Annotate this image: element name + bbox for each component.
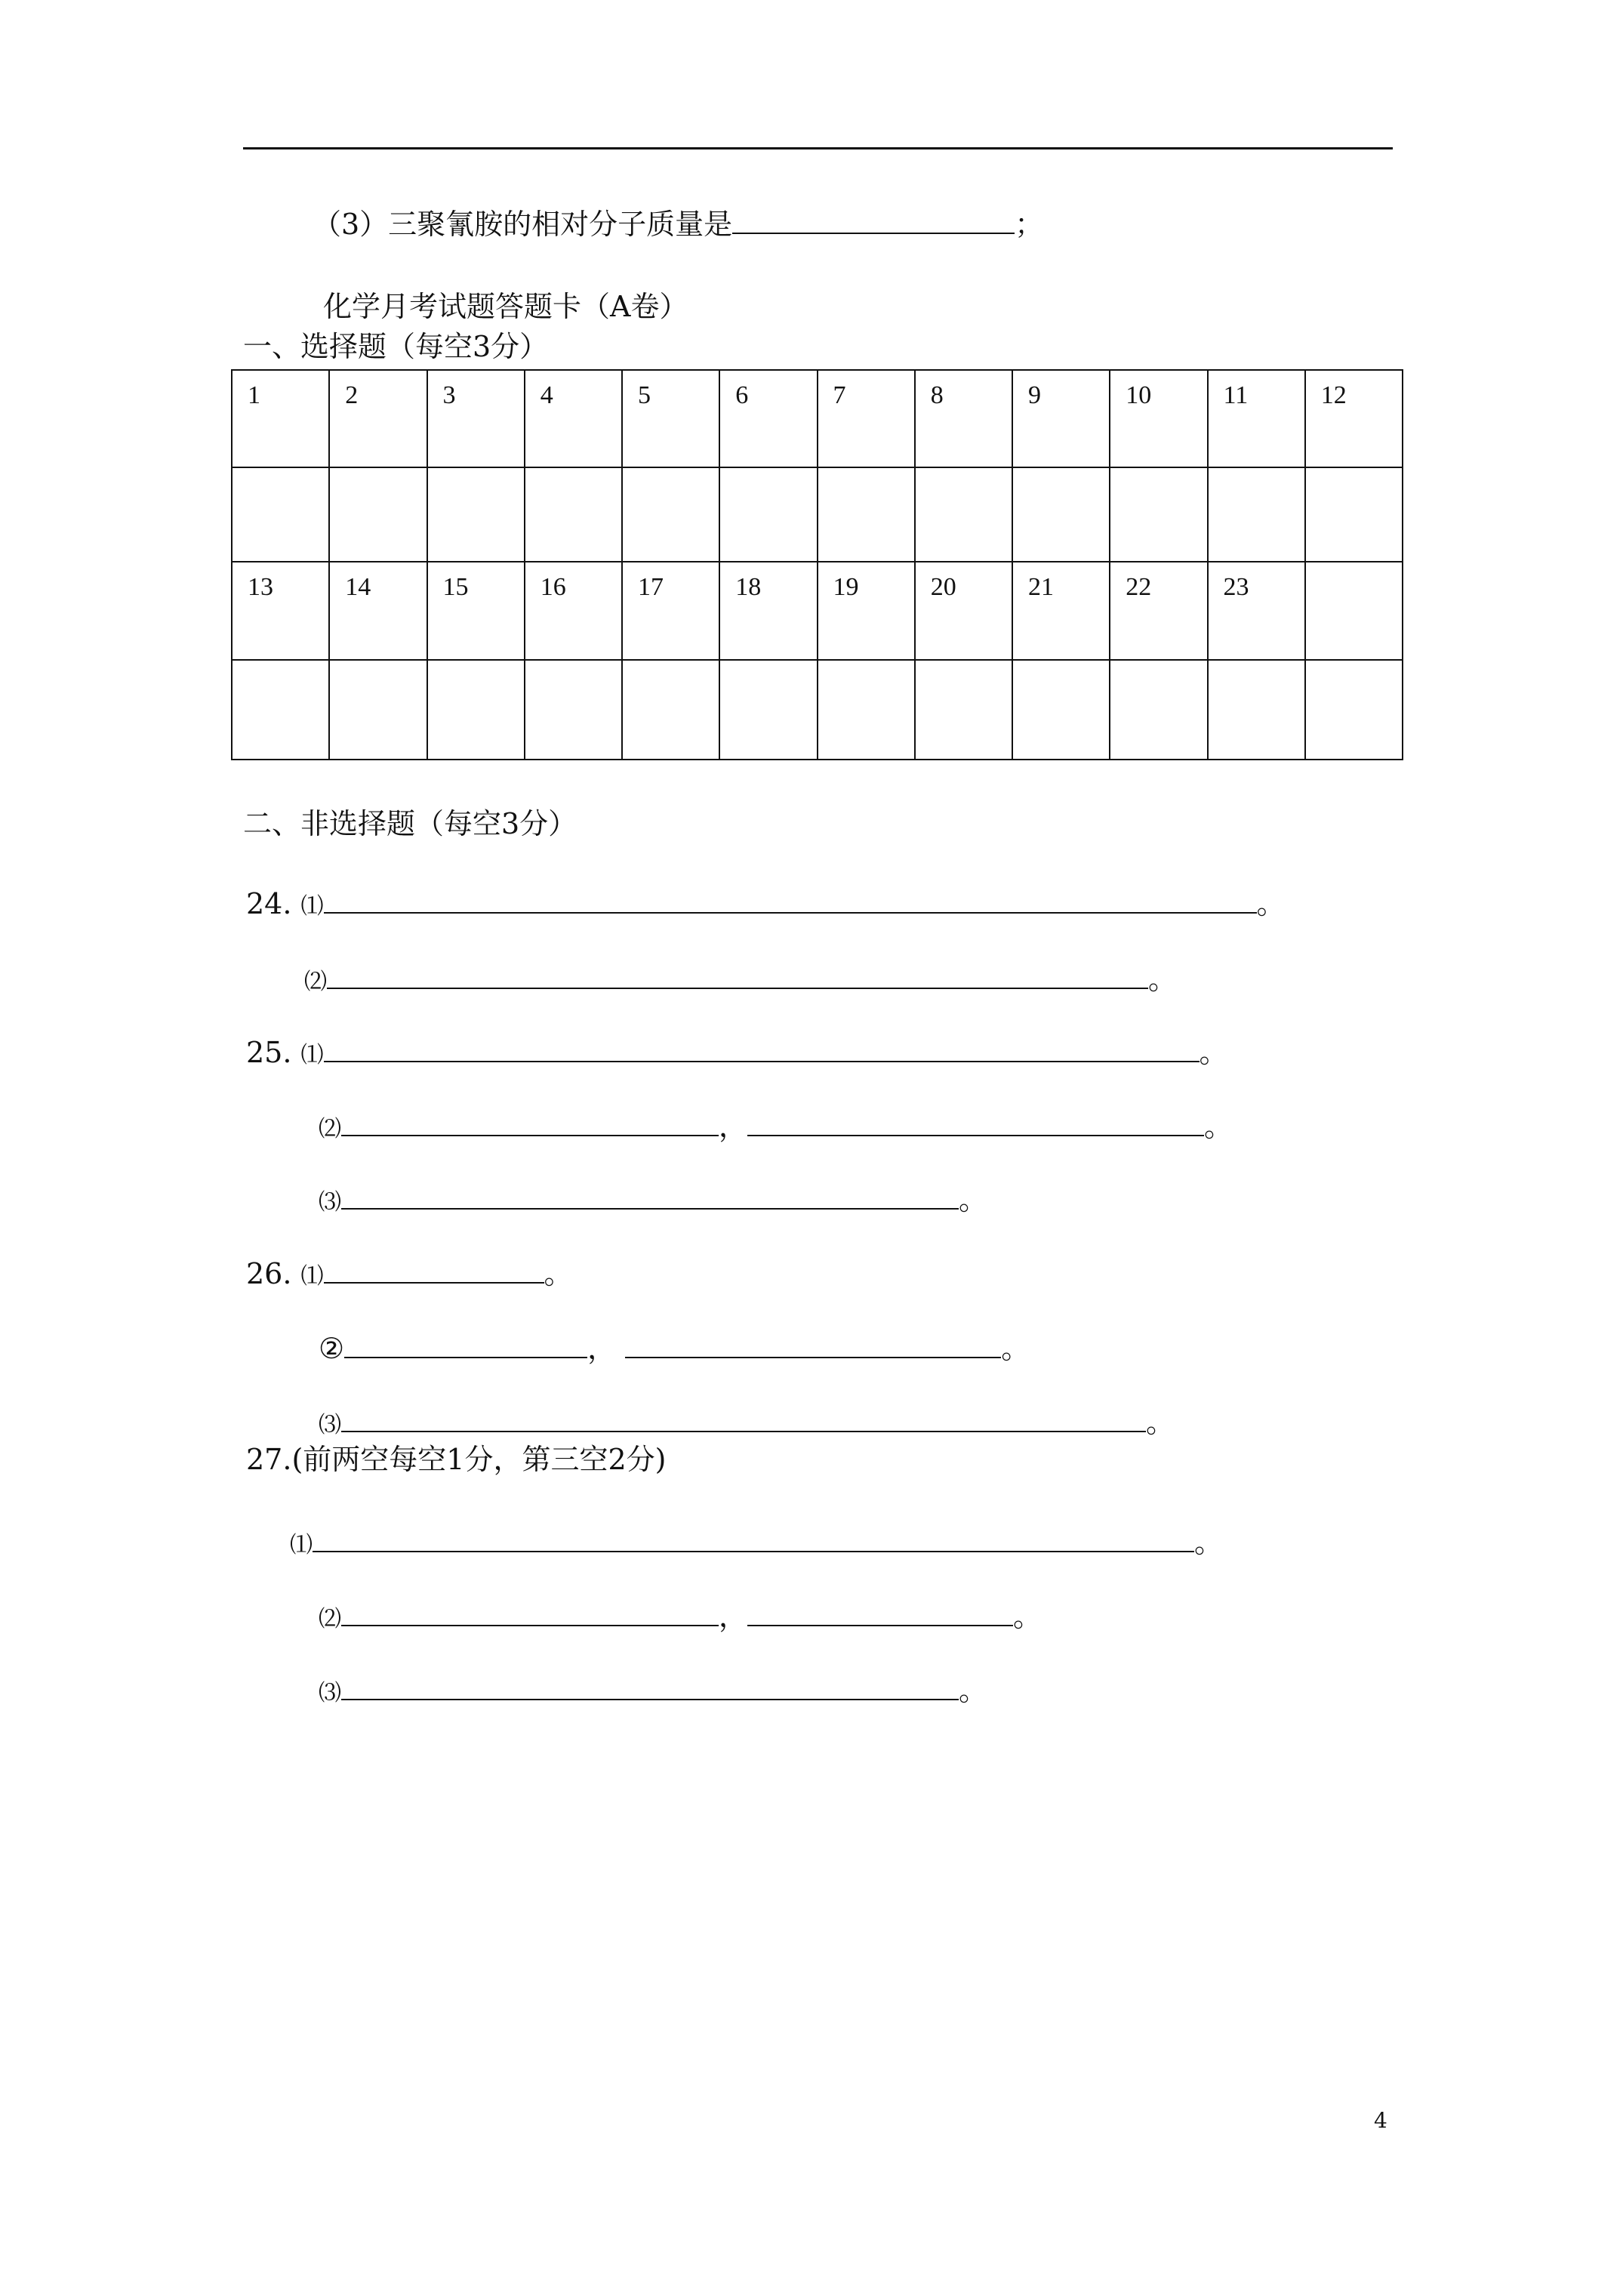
q27-line-3: ⑶ 。	[319, 1669, 987, 1705]
card-title: 化学月考试题答题卡（A卷）	[323, 290, 688, 323]
answer-cell[interactable]	[1012, 467, 1110, 562]
answer-cell[interactable]	[329, 660, 427, 760]
q26-line-1: 26. ⑴ 。	[246, 1252, 573, 1288]
q25-line-3: ⑶ 。	[319, 1178, 987, 1214]
answer-cell[interactable]	[1110, 660, 1207, 760]
q24-line-1: 24. ⑴ 。	[246, 882, 1286, 918]
q25-label: 25.	[246, 1035, 292, 1069]
answer-cell[interactable]	[329, 467, 427, 562]
section-2-title: 二、非选择题（每空3分）	[243, 807, 577, 840]
grid-number: 2	[329, 370, 427, 467]
answer-cell[interactable]	[1305, 467, 1403, 562]
question-3-line: （3）三聚氰胺的相对分子质量是 ；	[313, 202, 1043, 239]
answer-cell[interactable]	[622, 660, 719, 760]
grid-number: 14	[329, 562, 427, 660]
q26-label: 26.	[246, 1256, 292, 1290]
section-1-title: 一、选择题（每空3分）	[243, 330, 549, 363]
answer-cell[interactable]	[915, 467, 1012, 562]
q24-line-2: ⑵ 。	[304, 957, 1177, 994]
q24-2-blank[interactable]	[327, 957, 1148, 989]
q27-header	[246, 1445, 666, 1474]
grid-number: 13	[232, 562, 329, 660]
answer-cell[interactable]	[1208, 660, 1305, 760]
q26-3-blank[interactable]	[341, 1401, 1146, 1432]
q25-line-1: 25. ⑴ 。	[246, 1031, 1228, 1067]
grid-number: 1	[232, 370, 329, 467]
answer-cell[interactable]	[818, 660, 915, 760]
q25-1-blank[interactable]	[324, 1031, 1200, 1062]
page-number: 4	[1374, 2108, 1387, 2133]
q25-line-2: ⑵ ， 。	[319, 1105, 1233, 1141]
answer-cell[interactable]	[1305, 660, 1403, 760]
grid-number: 21	[1012, 562, 1110, 660]
grid-number: 3	[427, 370, 525, 467]
grid-number: 8	[915, 370, 1012, 467]
grid-number: 19	[818, 562, 915, 660]
q26-1-blank[interactable]	[324, 1252, 544, 1284]
question-3-text: （3）三聚氰胺的相对分子质量是	[313, 207, 733, 241]
q27-3-blank[interactable]	[341, 1669, 959, 1700]
answer-cell[interactable]	[915, 660, 1012, 760]
grid-number: 4	[525, 370, 622, 467]
q27-note: (前两空每空1分，第三空2分)	[291, 1443, 667, 1476]
q27-2a-blank[interactable]	[341, 1595, 719, 1626]
grid-number: 23	[1208, 562, 1305, 660]
answer-cell[interactable]	[232, 467, 329, 562]
grid-number: 18	[719, 562, 817, 660]
answer-cell[interactable]	[1012, 660, 1110, 760]
grid-number: 5	[622, 370, 719, 467]
q27-2b-blank[interactable]	[747, 1595, 1013, 1626]
grid-number	[1305, 562, 1403, 660]
answer-grid	[231, 369, 1403, 760]
answer-cell[interactable]	[719, 660, 817, 760]
q26-2a-blank[interactable]	[344, 1327, 587, 1358]
question-3-blank[interactable]	[732, 202, 1015, 234]
answer-cell[interactable]	[525, 660, 622, 760]
answer-cell[interactable]	[427, 467, 525, 562]
q25-3-blank[interactable]	[341, 1178, 959, 1210]
answer-cell[interactable]	[818, 467, 915, 562]
q26-2b-blank[interactable]	[625, 1327, 1001, 1358]
q26-line-2: ② ， 。	[319, 1327, 1030, 1363]
q27-line-1: ⑴ 。	[290, 1521, 1223, 1557]
grid-number: 22	[1110, 562, 1207, 660]
answer-cell[interactable]	[719, 467, 817, 562]
q25-2b-blank[interactable]	[747, 1105, 1204, 1136]
grid-number: 7	[818, 370, 915, 467]
answer-cell[interactable]	[1208, 467, 1305, 562]
grid-number: 17	[622, 562, 719, 660]
grid-number: 16	[525, 562, 622, 660]
q24-1-blank[interactable]	[324, 882, 1257, 914]
grid-number: 9	[1012, 370, 1110, 467]
answer-cell[interactable]	[525, 467, 622, 562]
header-rule	[243, 147, 1393, 149]
answer-cell[interactable]	[1110, 467, 1207, 562]
answer-cell[interactable]	[622, 467, 719, 562]
q26-line-3: ⑶ 。	[319, 1401, 1175, 1437]
q27-1-blank[interactable]	[313, 1521, 1194, 1552]
answer-cell[interactable]	[232, 660, 329, 760]
q24-label: 24.	[246, 886, 292, 920]
q27-line-2: ⑵ ， 。	[319, 1595, 1042, 1631]
grid-number: 20	[915, 562, 1012, 660]
q27-label: 27.	[246, 1443, 292, 1476]
grid-number: 10	[1110, 370, 1207, 467]
q25-2a-blank[interactable]	[341, 1105, 719, 1136]
answer-cell[interactable]	[427, 660, 525, 760]
grid-number: 12	[1305, 370, 1403, 467]
grid-number: 15	[427, 562, 525, 660]
grid-number: 11	[1208, 370, 1305, 467]
grid-number: 6	[719, 370, 817, 467]
